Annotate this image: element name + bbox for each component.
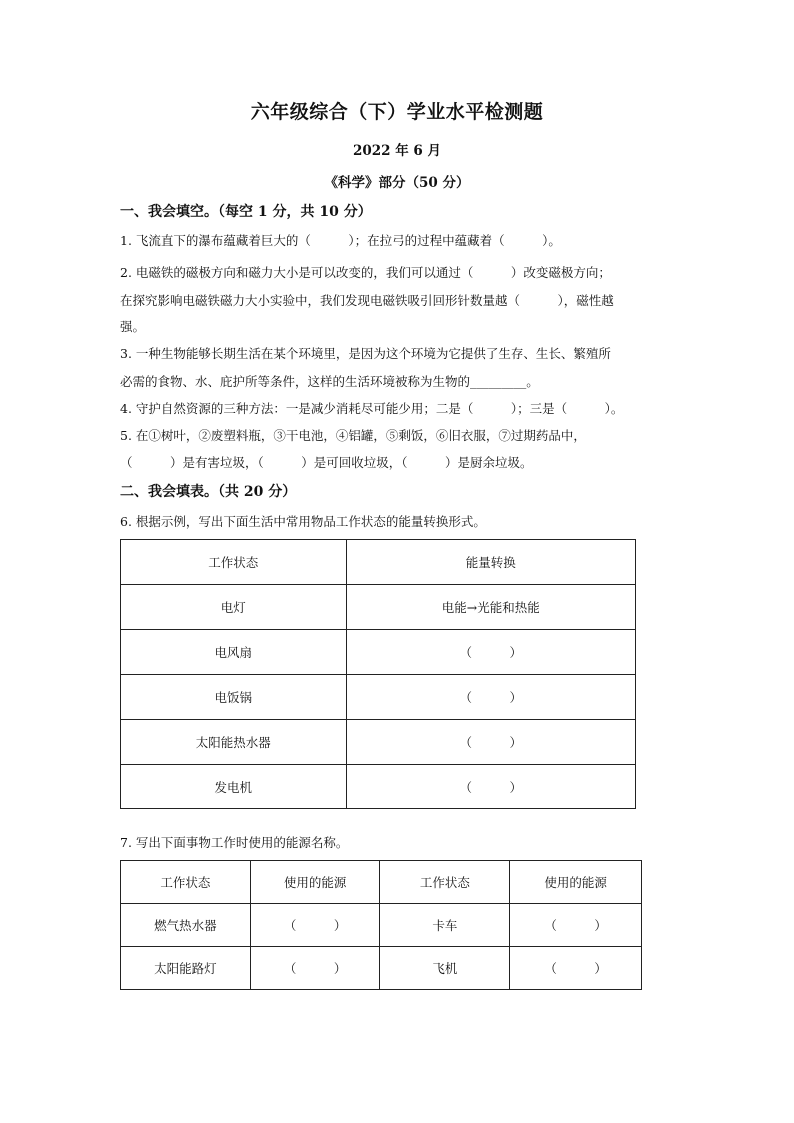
table-row xyxy=(121,585,636,630)
table-row xyxy=(121,765,636,809)
question-6: 6. 根据示例，写出下面生活中常用物品工作状态的能量转换形式。 xyxy=(120,514,486,529)
header-cell: 工作状态 xyxy=(380,861,510,904)
header-cell: 使用的能源 xyxy=(510,861,642,904)
table-cell: 太阳能热水器 xyxy=(121,720,347,765)
table-row xyxy=(121,904,642,947)
energy-conversion-table xyxy=(120,539,636,809)
section-1-heading: 一、我会填空。（每空 1 分，共 10 分） xyxy=(120,204,372,220)
table-header-row xyxy=(121,861,642,904)
answer-blank-cell[interactable]: （ ） xyxy=(346,720,635,765)
answer-blank-cell[interactable]: （ ） xyxy=(250,904,380,947)
section-2-heading: 二、我会填表。（共 20 分） xyxy=(120,484,297,500)
question-1: 1. 飞流直下的瀑布蕴藏着巨大的（ ）；在拉弓的过程中蕴藏着（ ）。 xyxy=(120,233,561,248)
table-cell: 发电机 xyxy=(121,765,347,809)
question-2-line-1: 2. 电磁铁的磁极方向和磁力大小是可以改变的，我们可以通过（ ）改变磁极方向； xyxy=(120,265,611,280)
table-cell: 太阳能路灯 xyxy=(121,947,251,990)
header-cell: 使用的能源 xyxy=(250,861,380,904)
table-cell: 卡车 xyxy=(380,904,510,947)
question-4: 4. 守护自然资源的三种方法：一是减少消耗尽可能少用；二是（ ）；三是（ ）。 xyxy=(120,401,624,416)
table-row xyxy=(121,630,636,675)
header-cell: 工作状态 xyxy=(121,540,347,585)
question-5-line-2: （ ）是有害垃圾，（ ）是可回收垃圾，（ ）是厨余垃圾。 xyxy=(120,455,533,470)
question-5-line-1: 5. 在①树叶，②废塑料瓶，③干电池，④铝罐，⑤剩饭，⑥旧衣服，⑦过期药品中， xyxy=(120,428,586,443)
question-7: 7. 写出下面事物工作时使用的能源名称。 xyxy=(120,835,349,850)
table-cell: 飞机 xyxy=(380,947,510,990)
energy-source-table xyxy=(120,860,642,990)
page-title: 六年级综合（下）学业水平检测题 xyxy=(250,101,544,123)
exam-date: 2022 年 6 月 xyxy=(352,143,442,159)
answer-blank-cell[interactable]: （ ） xyxy=(346,765,635,809)
question-3-line-1: 3. 一种生物能够长期生活在某个环境里，是因为这个环境为它提供了生存、生长、繁殖所 xyxy=(120,346,611,361)
table-cell: 电饭锅 xyxy=(121,675,347,720)
question-2-line-2: 在探究影响电磁铁磁力大小实验中，我们发现电磁铁吸引回形针数量越（ ），磁性越 xyxy=(120,293,614,308)
question-2-line-3: 强。 xyxy=(120,319,146,334)
table-row xyxy=(121,947,642,990)
table-header-row xyxy=(121,540,636,585)
table-row xyxy=(121,675,636,720)
answer-blank-cell[interactable]: （ ） xyxy=(510,947,642,990)
table-cell: 电风扇 xyxy=(121,630,347,675)
answer-blank-cell[interactable]: （ ） xyxy=(250,947,380,990)
question-3-line-2: 必需的食物、水、庇护所等条件，这样的生活环境被称为生物的_________。 xyxy=(120,374,539,389)
table-cell: 燃气热水器 xyxy=(121,904,251,947)
subject-heading: 《科学》部分（50 分） xyxy=(324,175,470,191)
table-row xyxy=(121,720,636,765)
answer-blank-cell[interactable]: （ ） xyxy=(346,630,635,675)
table-cell: 电能→光能和热能 xyxy=(346,585,635,630)
answer-blank-cell[interactable]: （ ） xyxy=(510,904,642,947)
header-cell: 工作状态 xyxy=(121,861,251,904)
table-cell: 电灯 xyxy=(121,585,347,630)
answer-blank-cell[interactable]: （ ） xyxy=(346,675,635,720)
header-cell: 能量转换 xyxy=(346,540,635,585)
